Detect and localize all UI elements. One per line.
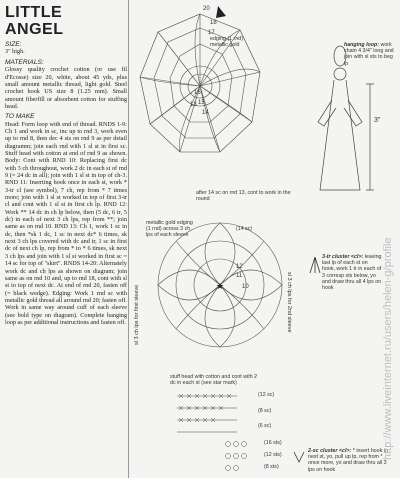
top-gold-label: edging (1 rnd) metallic gold bbox=[210, 36, 243, 49]
head-detail-grid bbox=[175, 390, 255, 440]
sc-cluster-title: 2-sc cluster <cl>: bbox=[308, 448, 352, 454]
first-sleeve-label: sl 3 ch lps for first sleeve bbox=[134, 284, 140, 345]
round-12: 12 bbox=[236, 264, 243, 270]
hanging-loop-title: hanging loop: bbox=[344, 42, 380, 48]
round-16: 16 bbox=[194, 90, 201, 96]
hanging-loop-text: work chain 4 3/4" long and join with sl sts to beg lp bbox=[344, 42, 394, 67]
sc-cluster-text: * insert hook in next st, yo, pull up lp, rep from * once more, yo and draw thru all 3 lps on hook bbox=[308, 448, 388, 473]
head-count-8: (8 sc) bbox=[258, 408, 272, 414]
bottom-count-8: (8 sts) bbox=[264, 464, 279, 470]
title-line-1: LITTLE bbox=[5, 4, 63, 21]
side-rows-grid bbox=[222, 438, 262, 478]
sc-count-label: (14 sc) bbox=[236, 226, 253, 232]
round-10: 10 bbox=[242, 284, 249, 290]
round-14: 14 bbox=[202, 110, 209, 116]
tr-cluster-title: 3-tr cluster <cl>: bbox=[322, 254, 364, 260]
size-heading: SIZE: bbox=[5, 41, 22, 48]
size-text: 3" high. bbox=[5, 48, 25, 56]
title-line-2: ANGEL bbox=[5, 21, 64, 38]
sc-cluster-symbol bbox=[292, 450, 306, 464]
to-make-text: Head: Form loop with end of thread. RNDS 1-9: Ch 1 and work in sc, inc up to rnd 3, work even up to rnd 8, then dec 4 sts on rnd 9 as per detail diagramm; join each rnd with 1 sl st in first sc. Stuff head with cotton at end of rnd 9 as shown. Body: Cont with RND 10: Replacing first dc with 3 ch throughout, work 2 dc in each st of rnd 9 (= 24 dc in all); join with 1 sl st in top of ch-3. RND 11: Inserting hook once in each st, work * 3-tr cl (see symbol), 7 ch, rep from * 7 times more; join with 1 sl st worked in top of first 3-tr cl and cont with 1 sl st in first ch lp. RND 12: Work ** 14 dc in ch lp below, then (5 dc, 6 tr, 5 dc) in each of next 3 ch lps, rep from **; join same as on rnd 10. RND 13: Ch 1, work 1 sc in dc, then *sk 1 dc, 1 sc in next dc* 6 times, sk next 3 ch lps covered with dc and tr, 1 sc in first dc of next ch lp, rep from * to * 6 times, sk next 3 ch lps and join with 1 sl st worked in first sc = 14 sc for top of "skirt". RNDS 14-20: Alternately work dc and ch lps as shown on diagram; join same as on rnd 10 and, up to rnd 18, cont with sl st to top of next dc. At end of rnd 20, fasten off (= black wedge). Edging: Work 1 rnd sc with metallic gold thread all around rnd 20; fasten off. Work in same way around cuff of each sleeve (see bold type on diagram). Complete hanging loop as per additional instructions and fasten off. bbox=[5, 120, 127, 326]
round-20: 20 bbox=[203, 6, 210, 12]
round-13: 13 bbox=[190, 102, 197, 108]
tr-cluster-symbol bbox=[308, 256, 322, 274]
pattern-title bbox=[5, 4, 127, 38]
head-count-12: (12 sc) bbox=[258, 392, 275, 398]
second-sleeve-label: sl 3 ch lps for 2nd sleeve bbox=[286, 272, 292, 333]
materials-heading: MATERIALS: bbox=[5, 58, 44, 66]
stuff-head-label: stuff head with cotton and cont with 2 dc in each st (see star mark) bbox=[170, 374, 258, 387]
column-divider bbox=[128, 0, 129, 478]
gold-sleeve-label: metallic gold edging (1 rnd) across 3 ch lps of each sleeve bbox=[146, 220, 193, 239]
sc-cluster-legend bbox=[308, 448, 390, 473]
tr-cluster-text: leaving last lp of each st on hook, work 1 tr in each of 3 corresp sts below, yo and draw thru all 4 lps on hook bbox=[322, 254, 382, 292]
watermark: http://www.liveinternet.ru/users/helen-g/profile bbox=[382, 237, 394, 460]
hanging-loop-label bbox=[344, 42, 398, 67]
round-15: 15 bbox=[198, 100, 205, 106]
bottom-count-16: (16 sts) bbox=[264, 440, 282, 446]
round-18: 18 bbox=[210, 20, 217, 26]
height-label: 3" bbox=[374, 117, 381, 124]
to-make-heading: TO MAKE bbox=[5, 113, 35, 121]
materials-text: Glossy quality crochet cotton (or use fil d'Ecosse) size 20, white, about 45 yds, plus small amount metallic thread, light gold. Steel crochet hook US size 8 (1.25 mm). Small amount fiberfill or absorbent cotton for stuffing head. bbox=[5, 66, 127, 110]
head-count-6: (6 sc) bbox=[258, 423, 272, 429]
svg-text:★: ★ bbox=[216, 282, 225, 292]
head-round-diagram bbox=[130, 2, 270, 192]
round-17: 17 bbox=[208, 30, 215, 36]
tr-cluster-legend bbox=[322, 254, 382, 291]
round-11: 11 bbox=[236, 273, 243, 279]
top-caption: after 14 sc on rnd 13, cont to work in the round bbox=[196, 190, 291, 203]
bottom-count-12: (12 sts) bbox=[264, 452, 282, 458]
instructions-column bbox=[5, 4, 127, 474]
